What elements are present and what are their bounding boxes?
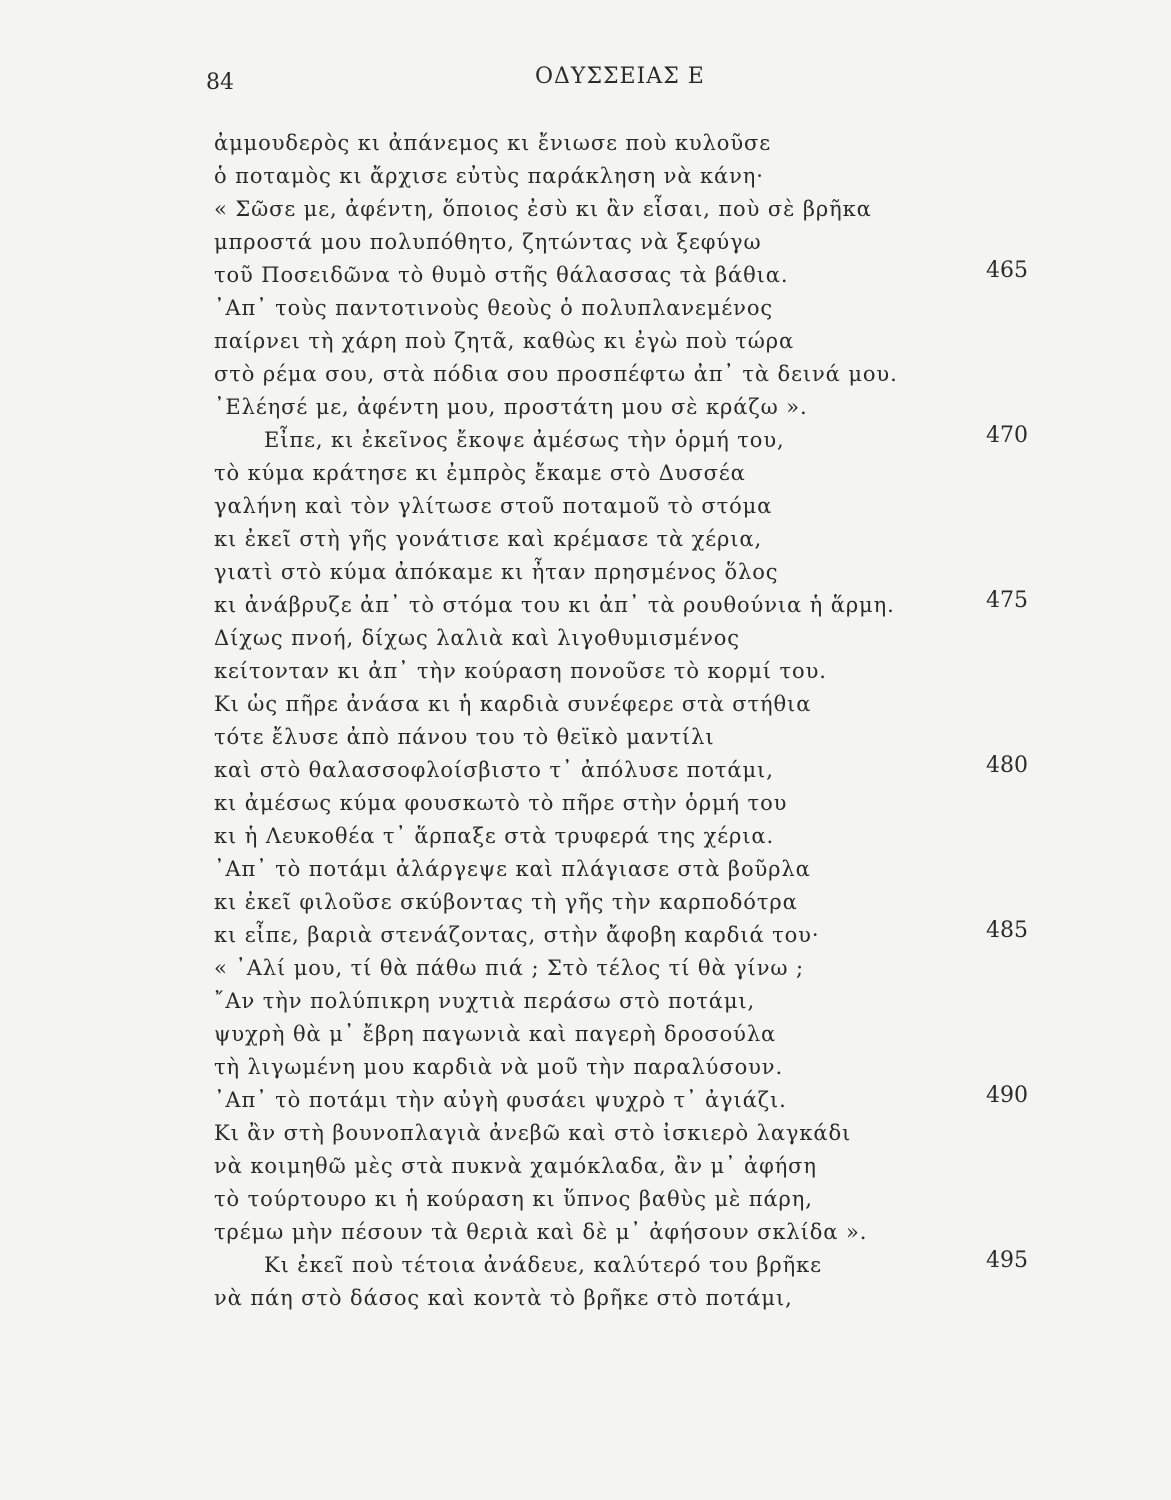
line-number: 485 [986, 918, 1028, 943]
verse-line: « Σῶσε με, ἀφέντη, ὅποιος ἐσὺ κι ἂν εἶσαι, ποὺ σὲ βρῆκα [214, 197, 872, 221]
verse-line: ἀμμουδερὸς κι ἀπάνεμος κι ἔνιωσε ποὺ κυλοῦσε [214, 131, 772, 155]
line-number: 475 [986, 588, 1028, 613]
verse-line: τὴ λιγωμένη μου καρδιὰ νὰ μοῦ τὴν παραλύσουν. [214, 1055, 784, 1079]
verse-line: « ᾿Αλί μου, τί θὰ πάθω πιά ; Στὸ τέλος τί θὰ γίνω ; [214, 956, 804, 980]
verse-line: Κι ἂν στὴ βουνοπλαγιὰ ἀνεβῶ καὶ στὸ ἰσκιερὸ λαγκάδι [214, 1121, 852, 1145]
verse-line: ὁ ποταμὸς κι ἄρχισε εὐτὺς παράκληση νὰ κάνη· [214, 164, 764, 188]
verse-line: ᾿Ελέησέ με, ἀφέντη μου, προστάτη μου σὲ κράζω ». [214, 395, 808, 419]
verse-line: ψυχρὴ θὰ μ᾿ ἔβρη παγωνιὰ καὶ παγερὴ δροσούλα [214, 1022, 777, 1046]
running-title: ΟΔΥΣΣΕΙΑΣ Ε [535, 64, 705, 89]
verse-line: κι ἀμέσως κύμα φουσκωτὸ τὸ πῆρε στὴν ὁρμή του [214, 791, 788, 815]
verse-line: κι ἐκεῖ στὴ γῆς γονάτισε καὶ κρέμασε τὰ χέρια, [214, 527, 763, 551]
verse-line: κι ἐκεῖ φιλοῦσε σκύβοντας τὴ γῆς τὴν καρποδότρα [214, 890, 798, 914]
verse-line: τότε ἔλυσε ἀπὸ πάνου του τὸ θεϊκὸ μαντίλι [214, 725, 715, 749]
line-number: 470 [986, 423, 1028, 448]
verse-line: ῎Αν τὴν πολύπικρη νυχτιὰ περάσω στὸ ποτάμι, [214, 989, 756, 1013]
verse-line: τὸ τούρτουρο κι ἡ κούραση κι ὕπνος βαθὺς μὲ πάρη, [214, 1187, 813, 1211]
verse-line: γιατὶ στὸ κύμα ἀπόκαμε κι ἦταν πρησμένος ὅλος [214, 560, 779, 584]
verse-line: τοῦ Ποσειδῶνα τὸ θυμὸ στῆς θάλασσας τὰ βάθια. [214, 263, 789, 287]
verse-line: τὸ κύμα κράτησε κι ἐμπρὸς ἔκαμε στὸ Δυσσέα [214, 461, 746, 485]
verse-line: Δίχως πνοή, δίχως λαλιὰ καὶ λιγοθυμισμένος [214, 626, 740, 650]
line-number: 480 [986, 753, 1028, 778]
verse-line: στὸ ρέμα σου, στὰ πόδια σου προσπέφτω ἀπ᾿ τὰ δεινά μου. [214, 362, 898, 386]
verse-line: ᾿Απ᾿ τὸ ποτάμι τὴν αὐγὴ φυσάει ψυχρὸ τ᾿ ἀγιάζι. [214, 1088, 787, 1112]
verse-line: νὰ πάη στὸ δάσος καὶ κοντὰ τὸ βρῆκε στὸ ποτάμι, [214, 1286, 793, 1310]
verse-line: κι εἶπε, βαριὰ στενάζοντας, στὴν ἄφοβη καρδιά του· [214, 923, 820, 947]
verse-line: Κι ἐκεῖ ποὺ τέτοια ἀνάδευε, καλύτερό του βρῆκε [264, 1253, 822, 1277]
verse-line: μπροστά μου πολυπόθητο, ζητώντας νὰ ξεφύγω [214, 230, 762, 254]
verse-line: γαλήνη καὶ τὸν γλίτωσε στοῦ ποταμοῦ τὸ στόμα [214, 494, 773, 518]
verse-line: κείτονταν κι ἀπ᾿ τὴν κούραση πονοῦσε τὸ κορμί του. [214, 659, 827, 683]
verse-line: Κι ὡς πῆρε ἀνάσα κι ἡ καρδιὰ συνέφερε στὰ στήθια [214, 692, 812, 716]
line-number: 465 [986, 258, 1028, 283]
verse-line: ᾿Απ᾿ τὸ ποτάμι ἀλάργεψε καὶ πλάγιασε στὰ βοῦρλα [214, 857, 811, 881]
verse-line: κι ἡ Λευκοθέα τ᾿ ἅρπαξε στὰ τρυφερά της χέρια. [214, 824, 775, 848]
page-number: 84 [206, 70, 234, 95]
line-number: 495 [986, 1248, 1028, 1273]
line-number: 490 [986, 1083, 1028, 1108]
verse-line: τρέμω μὴν πέσουν τὰ θεριὰ καὶ δὲ μ᾿ ἀφήσουν σκλίδα ». [214, 1220, 868, 1244]
verse-line: Εἶπε, κι ἐκεῖνος ἔκοψε ἀμέσως τὴν ὁρμή του, [264, 428, 785, 452]
verse-line: κι ἀνάβρυζε ἀπ᾿ τὸ στόμα του κι ἀπ᾿ τὰ ρουθούνια ἡ ἅρμη. [214, 593, 895, 617]
verse-line: νὰ κοιμηθῶ μὲς στὰ πυκνὰ χαμόκλαδα, ἂν μ᾿ ἀφήση [214, 1154, 817, 1178]
verse-line: καὶ στὸ θαλασσοφλοίσβιστο τ᾿ ἀπόλυσε ποτάμι, [214, 758, 774, 782]
verse-line: παίρνει τὴ χάρη ποὺ ζητᾶ, καθὼς κι ἐγὼ ποὺ τώρα [214, 329, 795, 353]
verse-line: ᾿Απ᾿ τοὺς παντοτινοὺς θεοὺς ὁ πολυπλανεμένος [214, 296, 774, 320]
